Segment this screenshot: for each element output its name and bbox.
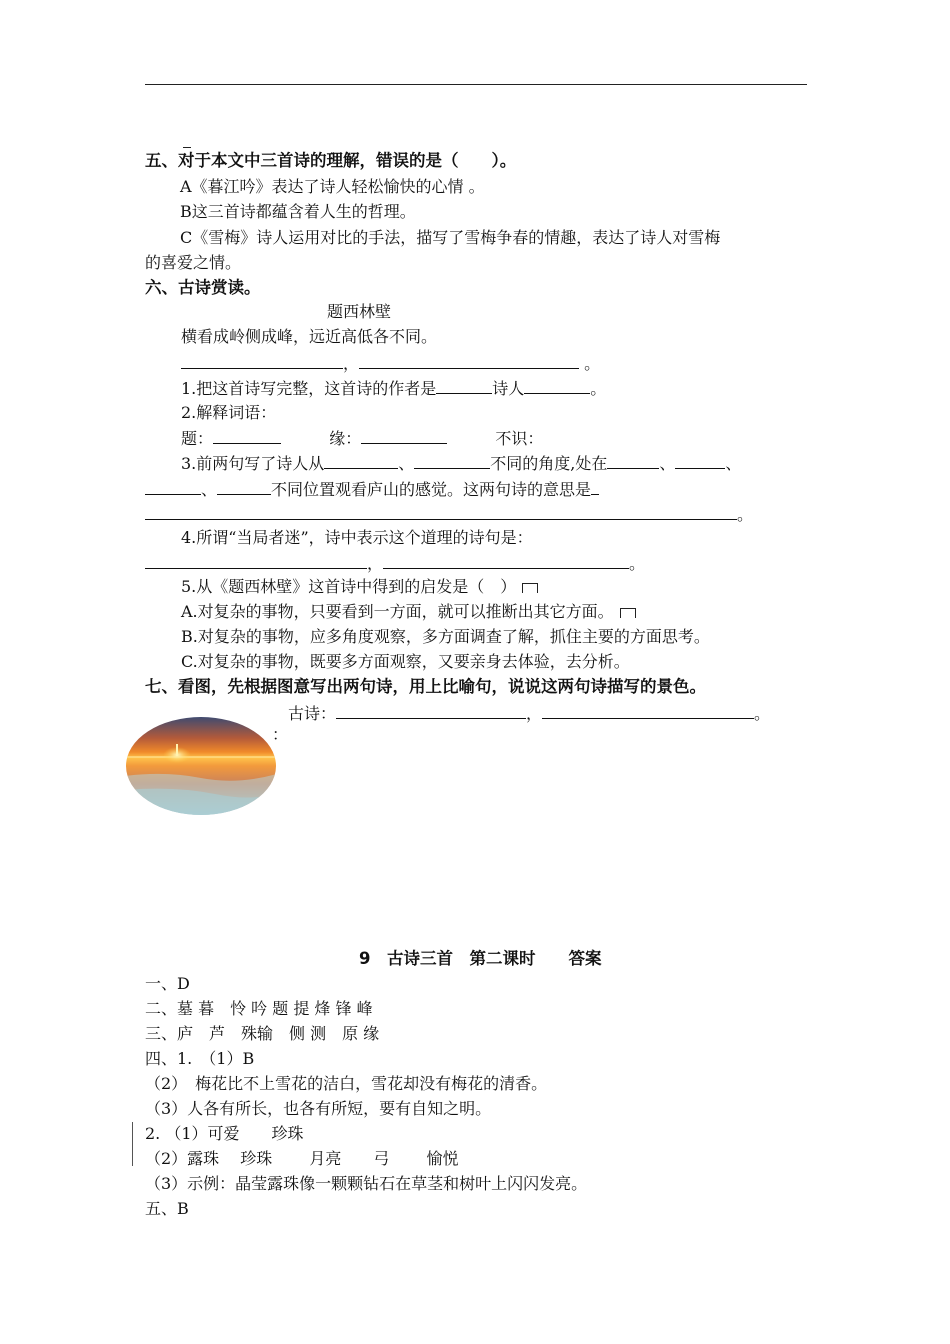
sub-q3-text-2: 不同的角度,处在	[490, 454, 608, 473]
term-yuan: 缘：	[329, 429, 362, 448]
pos-blank-2[interactable]	[675, 452, 725, 469]
answer-line-5: （2） 梅花比不上雪花的洁白，雪花却没有梅花的清香。	[145, 1074, 548, 1093]
poem-blank-1[interactable]	[181, 352, 343, 369]
q6-option-c: C.对复杂的事物，既要多方面观察，又要亲身去体验，去分析。	[181, 652, 630, 671]
q5-title: 五、对于本文中三首诗的理解，错误的是（ ）。	[145, 151, 517, 170]
q7-title: 七、看图，先根据图意写出两句诗，用上比喻句，说说这两句诗描写的景色。	[145, 677, 706, 696]
q6-option-a: A.对复杂的事物，只要看到一方面，就可以推断出其它方面。	[181, 602, 614, 621]
sub-q5-text: 5.从《题西林壁》这首诗中得到的启发是（ ）	[181, 577, 517, 596]
sub-q2-text: 2.解释词语：	[181, 403, 277, 422]
dun-sep: 、	[659, 454, 676, 473]
period: 。	[737, 505, 754, 524]
edit-mark	[522, 583, 538, 593]
answer-line-9: （3）示例：晶莹露珠像一颗颗钻石在草茎和树叶上闪闪发亮。	[145, 1174, 588, 1193]
meaning-blank[interactable]	[145, 503, 737, 520]
poet-blank[interactable]	[524, 377, 590, 394]
q6-option-b: B.对复杂的事物，应多角度观察，多方面调查了解，抓住主要的方面思考。	[181, 627, 710, 646]
sub-q4-text: 4.所谓“当局者迷”，诗中表示这个道理的诗句是：	[181, 528, 533, 547]
answer-line-1: 一、D	[145, 974, 190, 993]
q5-option-c-cont: 的喜爱之情。	[145, 253, 242, 272]
margin-bar	[132, 1122, 133, 1166]
q6-title: 六、古诗赏读。	[145, 278, 261, 297]
q5-option-a: A《暮江吟》表达了诗人轻松愉快的心情 。	[180, 177, 485, 196]
comma: ，	[367, 554, 384, 573]
ti-blank[interactable]	[213, 427, 281, 444]
edit-mark	[620, 608, 636, 618]
author-blank[interactable]	[436, 377, 492, 394]
term-ti: 题：	[181, 429, 214, 448]
header-rule	[145, 84, 807, 85]
answer-line-2: 二、墓 暮 怜 吟 题 提 烽 锋 峰	[145, 999, 373, 1018]
dun-sep: 、	[725, 454, 742, 473]
period: 。	[629, 554, 646, 573]
q5-option-c: C《雪梅》诗人运用对比的手法，描写了雪梅争春的情趣，表达了诗人对雪梅	[180, 228, 721, 247]
period: 。	[584, 354, 601, 373]
stray-colon: ：	[272, 725, 289, 744]
yuan-blank[interactable]	[361, 427, 447, 444]
answer-line-3: 三、庐 芦 殊输 侧 测 原 缘	[145, 1024, 380, 1043]
sub-q1-text-2: 诗人	[492, 379, 525, 398]
angle-blank-2[interactable]	[414, 452, 490, 469]
answer-line-7: 2. （1）可爱 珍珠	[145, 1124, 304, 1143]
q5-option-b: B这三首诗都蕴含着人生的哲理。	[180, 202, 416, 221]
sub-q3-text-3: 不同位置观看庐山的感觉。这两句诗的意思是	[271, 480, 592, 499]
dangju-blank-2[interactable]	[383, 552, 629, 569]
dun-sep: 、	[398, 454, 415, 473]
period: 。	[754, 704, 771, 723]
comma: ，	[526, 704, 543, 723]
answer-line-6: （3）人各有所长，也各有所短，要有自知之明。	[145, 1099, 492, 1118]
pos-blank-1[interactable]	[607, 452, 659, 469]
sub-q3-text: 3.前两句写了诗人从	[181, 454, 325, 473]
dun-sep: 、	[201, 480, 218, 499]
pos-blank-4[interactable]	[217, 478, 271, 495]
poem-blank-2[interactable]	[359, 352, 579, 369]
poem-line-1: 横看成岭侧成峰，远近高低各不同。	[181, 327, 438, 346]
gushi-blank-1[interactable]	[336, 702, 526, 719]
comma: ，	[343, 354, 360, 373]
sub-q1-text: 1.把这首诗写完整，这首诗的作者是	[181, 379, 437, 398]
pos-blank-3[interactable]	[145, 478, 201, 495]
gushi-blank-2[interactable]	[542, 702, 754, 719]
answers-title: 9 古诗三首 第二课时 答案	[359, 949, 602, 968]
answer-line-10: 五、B	[145, 1199, 189, 1218]
meaning-blank-start[interactable]	[591, 478, 599, 495]
gushi-label: 古诗：	[288, 704, 337, 723]
answer-line-8: （2）露珠 珍珠 月亮 弓 愉悦	[145, 1149, 459, 1168]
period: 。	[590, 379, 607, 398]
angle-blank-1[interactable]	[324, 452, 398, 469]
sunset-image	[125, 716, 277, 816]
stray-dash	[183, 147, 191, 148]
poem-title: 题西林壁	[327, 302, 392, 321]
answer-line-4: 四、1. （1）B	[145, 1049, 255, 1068]
term-bushi: 不识：	[495, 429, 544, 448]
dangju-blank-1[interactable]	[145, 552, 367, 569]
